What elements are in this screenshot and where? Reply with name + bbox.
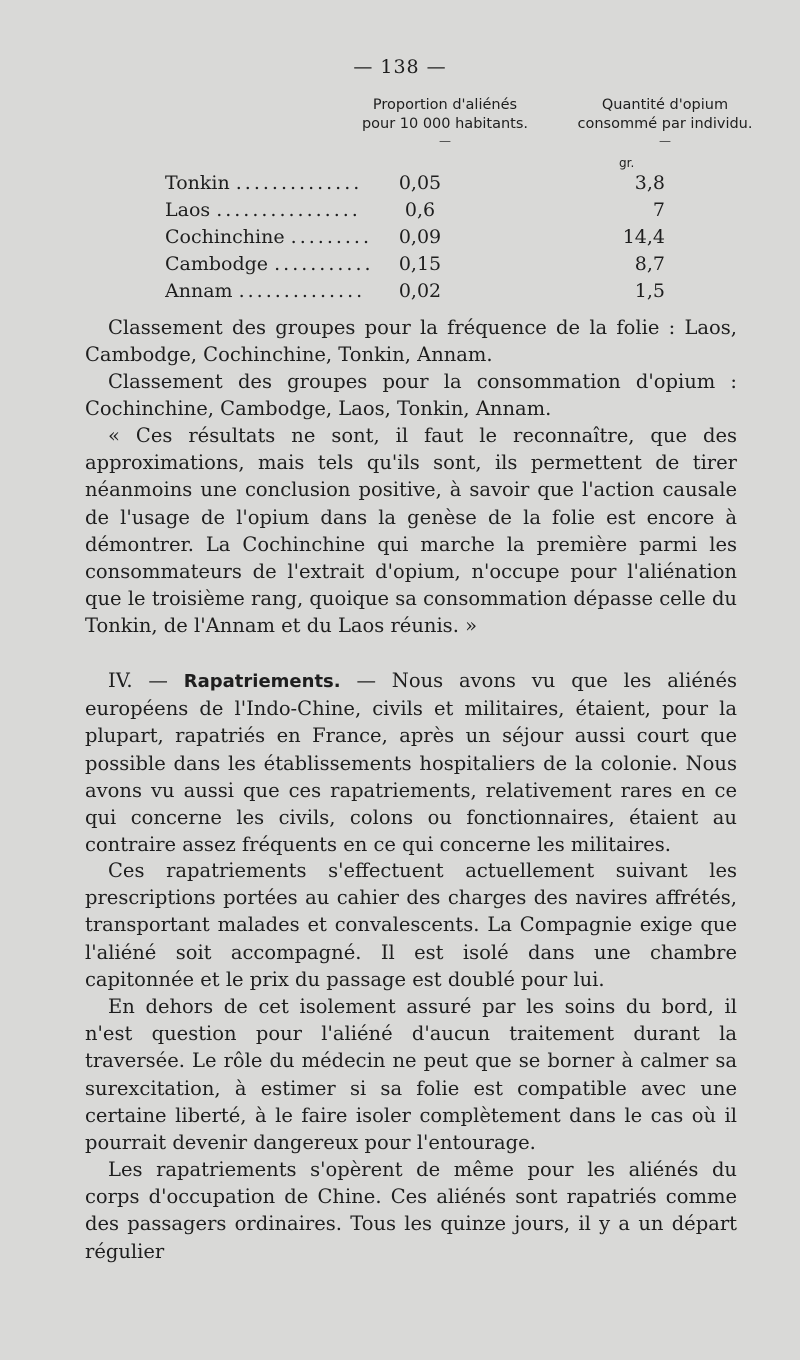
leader-dots: ................: [216, 199, 361, 221]
leader-dots: ...........: [274, 253, 374, 275]
paragraph-classement-opium: [85, 368, 737, 422]
unit-grams: gr.: [619, 156, 635, 170]
row-name: Annam: [165, 280, 233, 302]
paragraph-text: Classement des groupes pour la fréquence de la folie : Laos, Cambodge, Cochinchine, Tonkin, Annam.: [85, 316, 737, 367]
table-row: [165, 224, 665, 251]
table-row: [165, 197, 665, 224]
table-row: [165, 251, 665, 278]
row-quantity: 7: [652, 199, 665, 221]
leader-dots: ..............: [235, 172, 363, 194]
row-quantity: 1,5: [634, 280, 665, 302]
table-header-quantity-line-2: consommé par individu.: [577, 116, 753, 132]
table-header-quantity-line-1: Quantité d'opium: [601, 97, 729, 113]
table-header-quantity: [560, 96, 770, 148]
row-quantity: 8,7: [634, 253, 665, 275]
paragraph-quotation: [85, 422, 737, 640]
leader-dots: ..............: [238, 280, 366, 302]
header-dash-right: —: [659, 134, 671, 148]
paragraph-text: — Nous avons vu que les aliénés européens de l'Indo-Chine, civils et militaires, étaient, pour la plupart, rapatriés en France, après un séjour aussi court que possible dans les établissements hospitaliers de la colonie. Nous avons vu aussi que ces rapatriements, relativement rares en ce qui concerne les civils, colons ou fonctionnaires, étaient au contraire assez fréquents en ce qui concerne les militaires.: [85, 669, 737, 857]
paragraph-text: « Ces résultats ne sont, il faut le reconnaître, que des approximations, mais tels qu'ils sont, ils permettent de tirer néanmoins une conclusion positive, à savoir que l'action causale de l'usage de l'opium dans la genèse de la folie est encore à démontrer. La Cochinchine qui marche la première parmi les consommateurs de l'extrait d'opium, n'occupe pour l'aliénation que le troisième rang, quoique sa consommation dépasse celle du Tonkin, de l'Annam et du Laos réunis. »: [85, 424, 737, 638]
table-header-proportion: [340, 96, 550, 148]
table-header-proportion-line-1: Proportion d'aliénés: [372, 97, 518, 113]
table-row: [165, 170, 665, 197]
row-quantity: 3,8: [634, 172, 665, 194]
paragraph-classement-folie: [85, 314, 737, 368]
paragraph-text: Les rapatriements s'opèrent de même pour les aliénés du corps d'occupation de Chine. Ces aliénés sont rapatriés comme des passagers ordinaires. Tous les quinze jours, il y a un départ régulier: [85, 1158, 737, 1263]
row-name: Cochinchine: [165, 226, 285, 248]
paragraph-text: En dehors de cet isolement assuré par les soins du bord, il n'est question pour l'aliéné d'aucun traitement durant la traversée. Le rôle du médecin ne peut que se borner à calmer sa surexcitation, à estimer si sa folie est compatible avec une certaine liberté, à le faire isoler complètement dans le cas où il pourrait devenir dangereux pour l'entourage.: [85, 995, 737, 1155]
row-name: Laos: [165, 199, 211, 221]
page-number: — 138 —: [353, 56, 447, 78]
paragraph-text: Ces rapatriements s'effectuent actuellement suivant les prescriptions portées au cahier des charges des navires affrétés, transportant malades et convalescents. La Compagnie exige que l'aliéné soit accompagné. Il est isolé dans une chambre capitonnée et le prix du passage est doublé pour lui.: [85, 859, 737, 991]
row-quantity: 14,4: [622, 226, 665, 248]
leader-dots: .........: [290, 226, 373, 248]
row-proportion: 0,15: [398, 253, 442, 275]
row-name: Cambodge: [165, 253, 269, 275]
table-row: [165, 278, 665, 305]
section-rapatriements: [85, 667, 737, 858]
row-proportion: 0,05: [398, 172, 442, 194]
row-proportion: 0,6: [404, 199, 436, 221]
header-dash-left: —: [439, 134, 451, 148]
paragraph-prescriptions: [85, 857, 737, 993]
paragraph-isolement: [85, 993, 737, 1156]
row-proportion: 0,02: [398, 280, 442, 302]
row-name: Tonkin: [165, 172, 230, 194]
section-heading: Rapatriements.: [183, 671, 341, 692]
table-header-proportion-line-2: pour 10 000 habitants.: [361, 116, 529, 132]
opium-table: [165, 170, 665, 305]
paragraph-chine: [85, 1156, 737, 1265]
paragraph-text: Classement des groupes pour la consommation d'opium : Cochinchine, Cambodge, Laos, Tonkin, Annam.: [85, 370, 737, 421]
row-proportion: 0,09: [398, 226, 442, 248]
section-numeral: IV. —: [108, 669, 184, 692]
